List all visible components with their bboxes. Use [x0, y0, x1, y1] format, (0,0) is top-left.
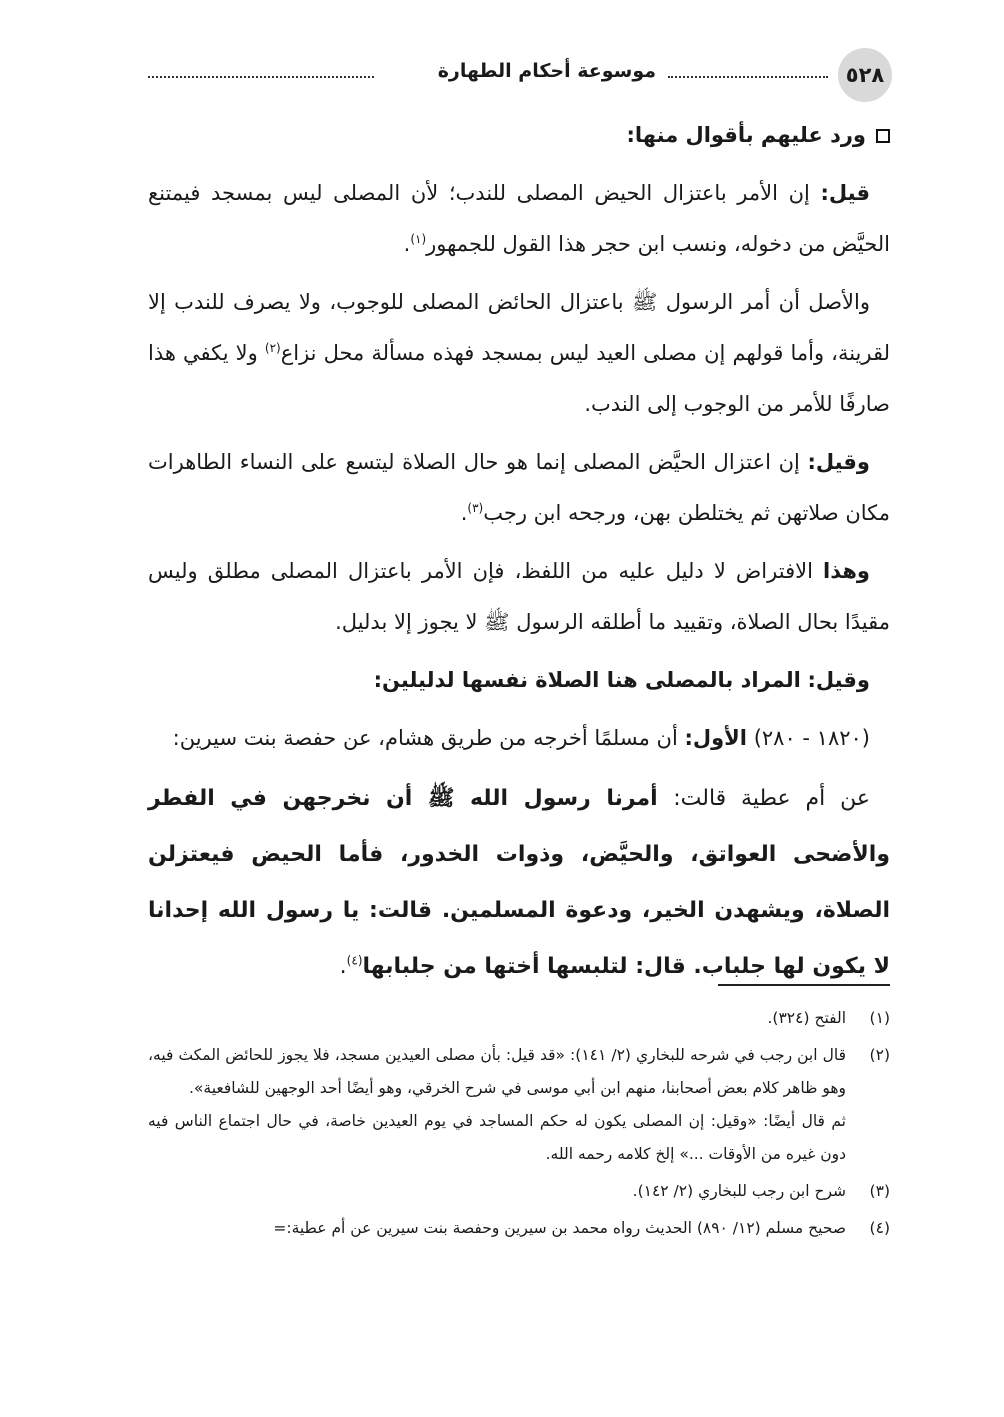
- paragraph-1: [148, 168, 890, 270]
- header-dotted-rule-left: [148, 76, 374, 78]
- footnote-text: قال ابن رجب في شرحه للبخاري (٢/ ١٤١): «قد قيل: بأن مصلى العيدين مسجد، فلا يجوز للحائض المكث فيه، وهو ظاهر كلام بعض أصحابنا، منهم ابن أبي موسى في شرح الخرقي، وهو أيضًا أحد الوجهين للشافعية».: [148, 1046, 846, 1097]
- paragraph-6: [148, 713, 890, 764]
- paragraph-3: [148, 437, 890, 539]
- main-text: [148, 110, 890, 1002]
- footnote-4: [148, 1212, 890, 1245]
- paragraph-end: .: [339, 954, 347, 979]
- paragraph-5: [148, 655, 890, 706]
- paragraph-text: إن اعتزال الحيَّض المصلى إنما هو حال الصلاة ليتسع على النساء الطاهرات مكان صلاتهن ثم يختلطن بهن، ورجحه ابن رجب: [148, 450, 890, 525]
- paragraph-end: .: [460, 501, 468, 525]
- paragraph-4: [148, 546, 890, 648]
- footnote-body: [148, 1175, 846, 1208]
- paragraph-text: إن الأمر باعتزال الحيض المصلى للندب؛ لأن المصلى ليس بمسجد فيمتنع الحيَّض من دخوله، ونسب ابن حجر هذا القول للجمهور: [148, 181, 890, 256]
- paragraph-label: وقيل:: [807, 668, 870, 692]
- footnote-number: (٣): [869, 1182, 890, 1200]
- footnote-ref-3[interactable]: (٣): [467, 501, 484, 515]
- paragraph-label: وقيل:: [807, 450, 870, 474]
- footnote-body: [148, 1039, 846, 1171]
- footnote-number: (٢): [869, 1046, 890, 1064]
- footnote-3: [148, 1175, 890, 1208]
- section-heading: [148, 110, 890, 161]
- footnote-text: الفتح (٣٢٤).: [767, 1009, 846, 1027]
- paragraph-text: والأصل أن أمر الرسول ﷺ باعتزال الحائض المصلى للوجوب، ولا يصرف للندب إلا لقرينة، وأما قولهم إن مصلى العيد ليس بمسجد فهذه مسألة محل نزاع: [148, 290, 891, 365]
- paragraph-text: الافتراض لا دليل عليه من اللفظ، فإن الأمر باعتزال المصلى مطلق وليس مقيدًا بحال الصلاة، وتقييد ما أطلقه الرسول ﷺ لا يجوز إلا بدليل.: [148, 559, 890, 634]
- paragraph-label: الأول:: [684, 726, 747, 750]
- footnote-number: (١): [869, 1009, 890, 1027]
- paragraph-text: أن مسلمًا أخرجه من طريق هشام، عن حفصة بنت سيرين:: [172, 726, 678, 750]
- page-number: ٥٢٨: [838, 48, 892, 102]
- footnotes: [148, 1002, 890, 1249]
- footnote-text: شرح ابن رجب للبخاري (٢/ ١٤٢).: [632, 1182, 846, 1200]
- footnote-1: [148, 1002, 890, 1035]
- section-heading-text: ورد عليهم بأقوال منها:: [626, 123, 866, 147]
- footnote-ref-2[interactable]: (٢): [264, 341, 281, 355]
- paragraph-2: [148, 277, 890, 430]
- footnote-number: (٤): [869, 1219, 890, 1237]
- square-bullet-icon: [876, 129, 890, 143]
- footnote-2: [148, 1039, 890, 1171]
- footnote-separator: [718, 984, 890, 986]
- footnote-text: صحيح مسلم (١٢/ ٨٩٠) الحديث رواه محمد بن سيرين وحفصة بنت سيرين عن أم عطية:=: [273, 1219, 846, 1237]
- page-header: [140, 48, 892, 100]
- footnote-text: ثم قال أيضًا: «وقيل: إن المصلى يكون له حكم المساجد في يوم العيدين خاصة، في حال اجتماع الناس فيه دون غيره من الأوقات ...» إلخ كلامه رحمه الله.: [148, 1112, 846, 1163]
- hadith-number: (١٨٢٠ - ٢٨٠): [753, 726, 870, 750]
- header-dotted-rule-right: [668, 76, 828, 78]
- hadith-body: أمرنا رسول الله ﷺ أن نخرجهن في الفطر والأضحى العواتق، والحيَّض، وذوات الخدور، فأما الحيض فيعتزلن الصلاة، ويشهدن الخير، ودعوة المسلمين. قالت: يا رسول الله إحدانا لا يكون لها جلباب. قال: لتلبسها أختها من جلبابها: [148, 786, 890, 979]
- paragraph-label: قيل:: [820, 181, 870, 205]
- hadith-text: [148, 771, 890, 995]
- footnote-ref-1[interactable]: (١): [410, 232, 427, 246]
- paragraph-text-continued: ولا يكفي هذا صارفًا للأمر من الوجوب إلى الندب.: [148, 341, 890, 416]
- paragraph-end: .: [403, 232, 411, 256]
- footnote-body: [148, 1002, 846, 1035]
- footnote-ref-4[interactable]: (٤): [346, 953, 363, 968]
- book-title: موسوعة أحكام الطهارة: [437, 60, 656, 82]
- paragraph-text: المراد بالمصلى هنا الصلاة نفسها لدليلين:: [373, 668, 801, 692]
- hadith-intro: عن أم عطية قالت:: [673, 786, 871, 811]
- paragraph-label: وهذا: [823, 559, 870, 583]
- footnote-body: [148, 1212, 846, 1245]
